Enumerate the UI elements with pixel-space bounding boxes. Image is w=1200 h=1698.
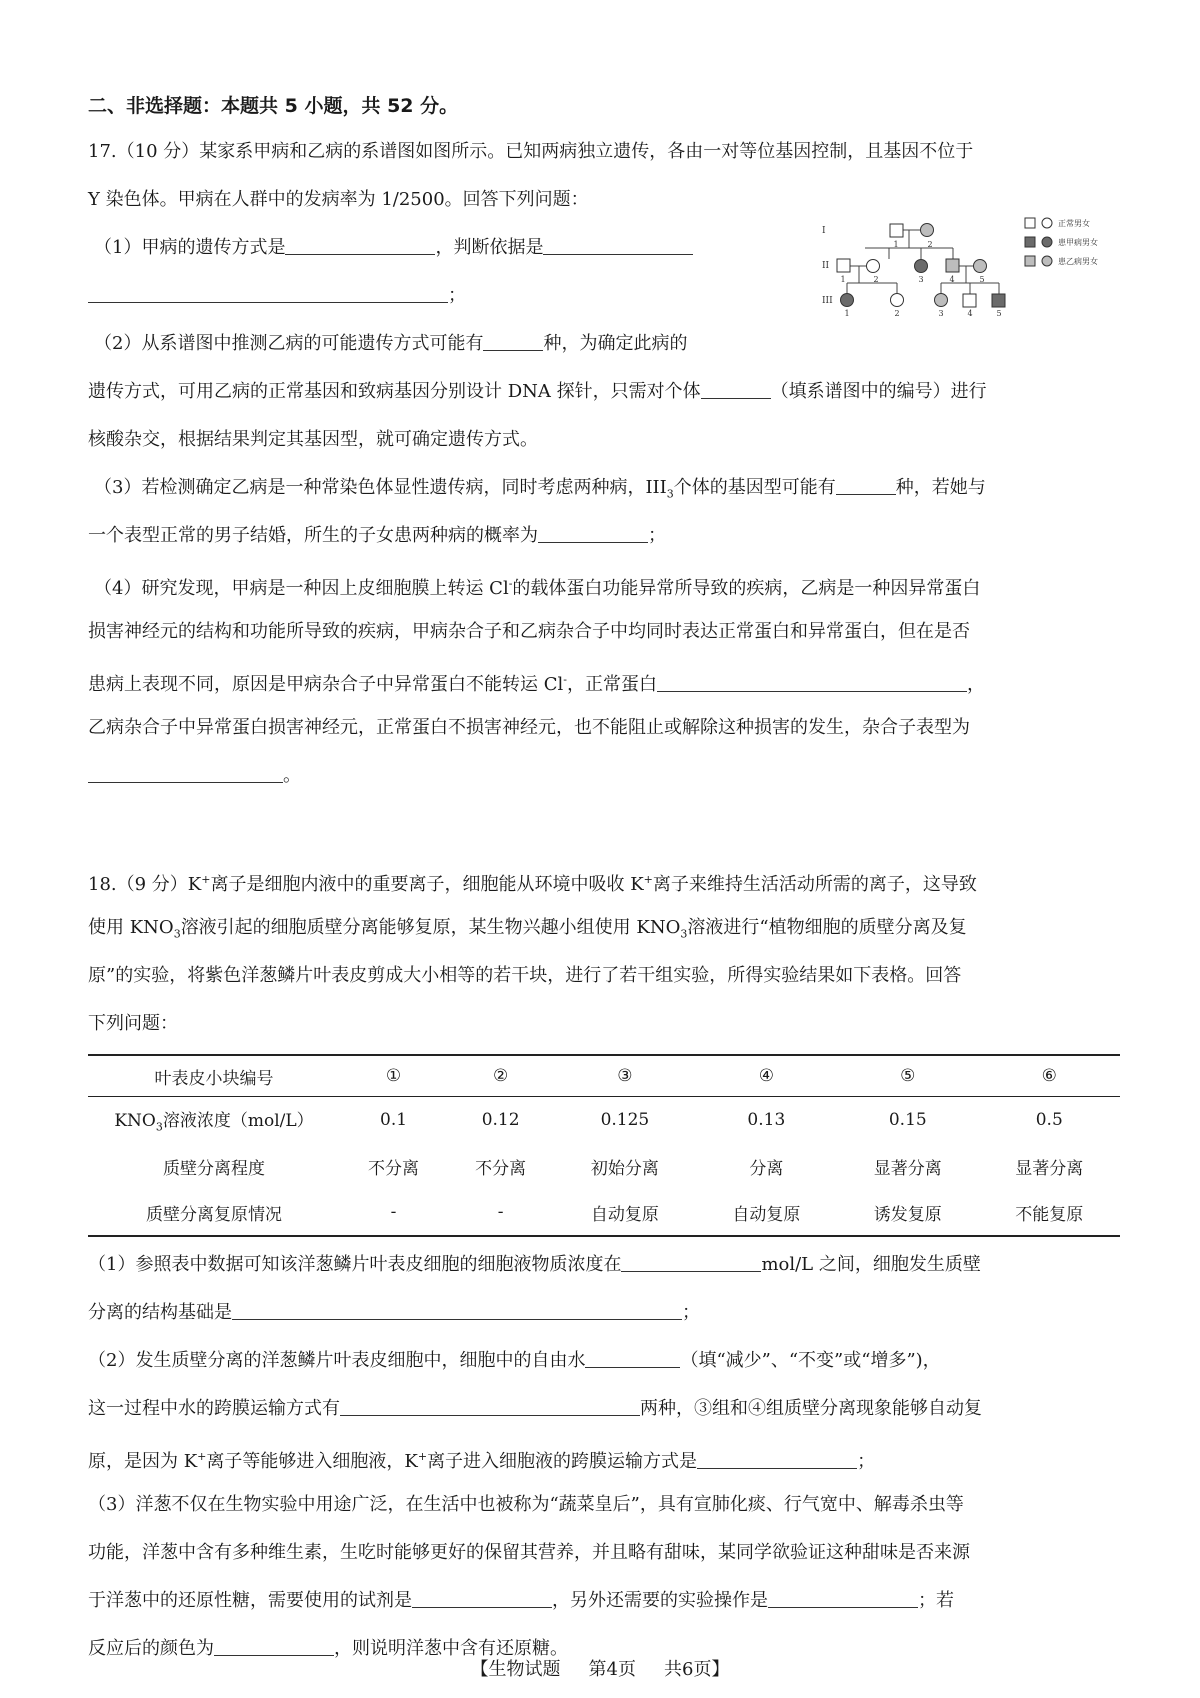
table-cell: - xyxy=(497,1202,504,1222)
answer-blank-17-1c[interactable] xyxy=(88,284,448,303)
individual-II-2 xyxy=(867,260,880,273)
q17-p4-text-b: 的载体蛋白功能异常所导致的疾病，乙病是一种因异常蛋白 xyxy=(512,578,981,599)
legend-jia: 患甲病男女 xyxy=(1058,238,1098,247)
id-III-3: 3 xyxy=(938,309,944,318)
table-cell: 0.5 xyxy=(1035,1110,1063,1130)
legend-normal: 正常男女 xyxy=(1058,219,1090,228)
q17-p3-text-d: 一个表型正常的男子结婚，所生的子女患两种病的概率为 xyxy=(88,525,538,546)
q17-intro-line2: Y 染色体。甲病在人群中的发病率为 1/2500。回答下列问题： xyxy=(88,189,589,210)
table-cell: 不能复原 xyxy=(1015,1204,1084,1225)
individual-II-1 xyxy=(837,259,850,272)
answer-blank-17-4a[interactable] xyxy=(657,673,967,692)
q18-p3-e: ；若 xyxy=(918,1590,954,1611)
gen-label-3: III xyxy=(822,296,833,306)
row-label-part: 溶液浓度（mol/L） xyxy=(162,1111,314,1132)
q18-p2-e: 原，是因为 K xyxy=(88,1451,198,1472)
answer-blank-17-1a[interactable] xyxy=(285,236,435,255)
footer-subject: 【生物试题 xyxy=(470,1659,561,1680)
q18-l1-b: 离子是细胞内液中的重要离子，细胞能从环境中吸收 K xyxy=(210,874,644,895)
individual-II-3 xyxy=(915,260,928,273)
q18-l2-a: 使用 KNO xyxy=(88,917,174,938)
q17-p4-sup: - xyxy=(508,577,513,590)
q18-part3: （3）洋葱不仅在生物实验中用途广泛，在生活中也被称为“蔬菜皇后”，具有宣肺化痰、行气宽中、解毒杀虫等 xyxy=(88,1494,964,1515)
answer-blank-18-2a[interactable] xyxy=(585,1349,680,1368)
id-I-2: 2 xyxy=(927,240,933,249)
individual-III-2 xyxy=(891,294,904,307)
answer-blank-18-3c[interactable] xyxy=(214,1637,334,1656)
answer-blank-17-2a[interactable] xyxy=(483,332,543,351)
q18-p3-c: 于洋葱中的还原性糖，需要使用的试剂是 xyxy=(88,1590,412,1611)
table-cell: 不分离 xyxy=(368,1158,420,1179)
answer-blank-18-1b[interactable] xyxy=(232,1301,682,1320)
q18-part2-cont2 xyxy=(88,1433,1120,1481)
table-row xyxy=(88,1143,1120,1189)
q18-part2 xyxy=(88,1337,1120,1385)
id-III-5: 5 xyxy=(996,309,1002,318)
table-cell: 0.12 xyxy=(481,1110,520,1130)
table-cell: 自动复原 xyxy=(590,1204,659,1225)
section-title: 二、非选择题：本题共 5 小题，共 52 分。 xyxy=(88,95,459,117)
q18-l1-a: 18.（9 分）K xyxy=(88,874,202,895)
table-cell: 诱发复原 xyxy=(873,1204,942,1225)
table-header-row xyxy=(88,1055,1120,1097)
q18-p1-b: mol/L 之间，细胞发生质壁 xyxy=(761,1254,981,1275)
q17-p4-text-a: （4）研究发现，甲病是一种因上皮细胞膜上转运 Cl xyxy=(94,578,509,599)
q18-part1 xyxy=(88,1241,1120,1289)
answer-blank-18-2c[interactable] xyxy=(697,1450,857,1469)
legend-yi: 患乙病男女 xyxy=(1058,257,1098,266)
table-cell: 不分离 xyxy=(475,1158,527,1179)
individual-I-1 xyxy=(890,224,903,237)
q18-part2-cont xyxy=(88,1385,1120,1433)
q18-p3-d: ，另外还需要的实验操作是 xyxy=(552,1590,768,1611)
q18-intro-line4: 下列问题： xyxy=(88,1013,178,1034)
q18-plus-2: + xyxy=(643,873,653,886)
q17-p4-text-f: ， xyxy=(966,674,985,695)
page-footer xyxy=(0,1655,1200,1681)
row-label-sub: 3 xyxy=(155,1120,163,1134)
pedigree-chart xyxy=(820,210,1120,350)
id-III-4: 4 xyxy=(967,309,973,318)
q17-p2-text-b: 种，为确定此病的 xyxy=(543,333,688,354)
q18-p2-c: 这一过程中水的跨膜运输方式有 xyxy=(88,1398,340,1419)
table-cell: 0.1 xyxy=(380,1110,408,1130)
id-II-2: 2 xyxy=(873,275,879,284)
q17-p2-text-d: （填系谱图中的编号）进行 xyxy=(770,381,987,402)
q17-part4 xyxy=(88,560,1120,608)
q18-plus-3: + xyxy=(197,1450,207,1463)
individual-III-3 xyxy=(935,294,948,307)
q18-l2-c: 溶液进行“植物细胞的质壁分离及复 xyxy=(687,917,967,938)
individual-II-4 xyxy=(946,259,959,272)
table-cell: 0.15 xyxy=(888,1110,927,1130)
q17-p4-text-d: 患病上表现不同，原因是甲病杂合子中异常蛋白不能转运 Cl xyxy=(88,674,564,695)
id-II-3: 3 xyxy=(918,275,924,284)
individual-I-2 xyxy=(921,224,934,237)
answer-blank-17-1b[interactable] xyxy=(543,236,693,255)
q18-l2-sub2: 3 xyxy=(680,927,688,941)
q18-intro-line2 xyxy=(88,904,1120,952)
q17-p1-text-b: ，判断依据是 xyxy=(435,237,544,258)
table-cell: - xyxy=(390,1202,397,1222)
q18-p1-a: （1）参照表中数据可知该洋葱鳞片叶表皮细胞的细胞液物质浓度在 xyxy=(88,1254,622,1275)
answer-blank-18-2b[interactable] xyxy=(340,1397,640,1416)
table-header-cell: ④ xyxy=(758,1066,774,1086)
q17-part4-cont2 xyxy=(88,656,1120,704)
table-header-cell: ⑥ xyxy=(1041,1066,1057,1086)
row-label-part: KNO xyxy=(114,1111,156,1132)
table-row xyxy=(88,1189,1120,1236)
footer-page: 第4页 xyxy=(588,1659,636,1680)
q18-p1-c: 分离的结构基础是 xyxy=(88,1302,232,1323)
q17-part4-cont4 xyxy=(88,752,1120,800)
q18-l1-c: 离子来维持生活活动所需的离子，这导致 xyxy=(652,874,977,895)
q17-part2-cont xyxy=(88,368,1120,416)
table-cell: 初始分离 xyxy=(590,1158,659,1179)
q17-p4-sup2: - xyxy=(563,673,567,686)
id-III-1: 1 xyxy=(844,309,850,318)
answer-blank-18-3a[interactable] xyxy=(412,1589,552,1608)
q17-part3 xyxy=(88,464,1120,512)
row-label-concentration xyxy=(88,1097,340,1144)
q18-plus-1: + xyxy=(201,873,211,886)
q17-part4-cont: 损害神经元的结构和功能所导致的疾病，甲病杂合子和乙病杂合子中均同时表达正常蛋白和异常蛋白，但在是否 xyxy=(88,621,970,642)
q17-p3-text-b: 个体的基因型可能有 xyxy=(673,477,836,498)
answer-blank-18-3b[interactable] xyxy=(768,1589,918,1608)
id-II-4: 4 xyxy=(949,275,955,284)
q18-part1-cont xyxy=(88,1289,1120,1337)
q18-p2-g: 离子进入细胞液的跨膜运输方式是 xyxy=(427,1451,698,1472)
q18-intro-line3: 原”的实验，将紫色洋葱鳞片叶表皮剪成大小相等的若干块，进行了若干组实验，所得实验结果如下表格。回答 xyxy=(88,965,962,986)
q18-part3-cont2 xyxy=(88,1577,1120,1625)
q17-part3-cont xyxy=(88,512,1120,560)
q17-p3-sub: 3 xyxy=(666,487,674,501)
q18-plus-4: + xyxy=(417,1450,428,1463)
row-label-recovery: 质壁分离复原情况 xyxy=(146,1204,282,1225)
q18-p2-a: （2）发生质壁分离的洋葱鳞片叶表皮细胞中，细胞中的自由水 xyxy=(88,1350,586,1371)
q17-p3-text-a: （3）若检测确定乙病是一种常染色体显性遗传病，同时考虑两种病，III xyxy=(94,477,667,498)
q17-part2-cont2: 核酸杂交，根据结果判定其基因型，就可确定遗传方式。 xyxy=(88,429,538,450)
individual-II-5 xyxy=(974,260,987,273)
answer-blank-18-1a[interactable] xyxy=(621,1253,761,1272)
table-header-cell: ③ xyxy=(617,1066,633,1086)
table-header-cell: 叶表皮小块编号 xyxy=(154,1068,274,1089)
q18-l2-sub1: 3 xyxy=(173,927,181,941)
individual-III-1 xyxy=(841,294,854,307)
q18-p2-end: ； xyxy=(857,1451,876,1472)
gen-label-1: I xyxy=(822,226,826,236)
table-row xyxy=(88,1097,1120,1144)
answer-blank-17-3b[interactable] xyxy=(538,524,648,543)
table-cell: 0.13 xyxy=(747,1110,786,1130)
results-table xyxy=(88,1054,1120,1237)
pedigree-legend xyxy=(1025,218,1098,266)
table-header-cell: ① xyxy=(385,1066,402,1086)
answer-blank-17-2b[interactable] xyxy=(701,380,771,399)
q17-part4-cont3: 乙病杂合子中异常蛋白损害神经元，正常蛋白不损害神经元，也不能阻止或解除这种损害的发生，杂合子表型为 xyxy=(88,717,970,738)
q18-p2-f: 离子等能够进入细胞液，K xyxy=(206,1451,418,1472)
q18-p1-end: ； xyxy=(682,1302,700,1323)
table-cell: 显著分离 xyxy=(873,1158,942,1179)
individual-III-5 xyxy=(992,294,1005,307)
q17-p1-end: ； xyxy=(448,285,466,306)
q18-l2-b: 溶液引起的细胞质壁分离能够复原，某生物兴趣小组使用 KNO xyxy=(180,917,681,938)
q17-p4-text-e: ，正常蛋白 xyxy=(566,674,657,695)
answer-blank-17-4b[interactable] xyxy=(88,764,283,783)
id-II-5: 5 xyxy=(979,275,985,284)
table-cell: 显著分离 xyxy=(1015,1158,1084,1179)
q17-p3-end: ； xyxy=(648,525,666,546)
id-II-1: 1 xyxy=(840,275,846,284)
q17-intro-line1: 17.（10 分）某家系甲病和乙病的系谱图如图所示。已知两病独立遗传，各由一对等位基因控制，且基因不位于 xyxy=(88,141,974,162)
row-label-plasmolysis: 质壁分离程度 xyxy=(163,1158,265,1179)
q18-part3-cont: 功能，洋葱中含有多种维生素，生吃时能够更好的保留其营养，并且略有甜味，某同学欲验证这种甜味是否来源 xyxy=(88,1542,970,1563)
table-header-cell: ⑤ xyxy=(900,1066,916,1086)
q17-p2-text-a: （2）从系谱图中推测乙病的可能遗传方式可能有 xyxy=(94,333,484,354)
q18-intro-line1 xyxy=(88,856,1120,904)
individual-III-4 xyxy=(963,294,976,307)
gen-label-2: II xyxy=(822,261,830,271)
footer-total: 共6页】 xyxy=(664,1659,730,1680)
q18-p2-d: 两种，③组和④组质壁分离现象能够自动复 xyxy=(640,1398,982,1419)
id-III-2: 2 xyxy=(894,309,900,318)
answer-blank-17-3a[interactable] xyxy=(836,476,896,495)
table-cell: 自动复原 xyxy=(732,1204,801,1225)
q17-p1-text-a: （1）甲病的遗传方式是 xyxy=(94,237,286,258)
table-header-cell: ② xyxy=(493,1066,509,1086)
q17-p2-text-c: 遗传方式，可用乙病的正常基因和致病基因分别设计 DNA 探针，只需对个体 xyxy=(88,381,701,402)
q18-p3-f: 反应后的颜色为 xyxy=(88,1638,214,1659)
table-cell: 0.125 xyxy=(600,1110,650,1130)
q18-p3-g: ，则说明洋葱中含有还原糖。 xyxy=(334,1638,568,1659)
q17-p4-end: 。 xyxy=(283,765,301,786)
table-cell: 分离 xyxy=(749,1158,784,1179)
q17-p3-text-c: 种，若她与 xyxy=(895,477,986,498)
q18-p2-b: （填“减少”、“不变”或“增多”)， xyxy=(680,1350,941,1371)
id-I-1: 1 xyxy=(893,240,899,249)
